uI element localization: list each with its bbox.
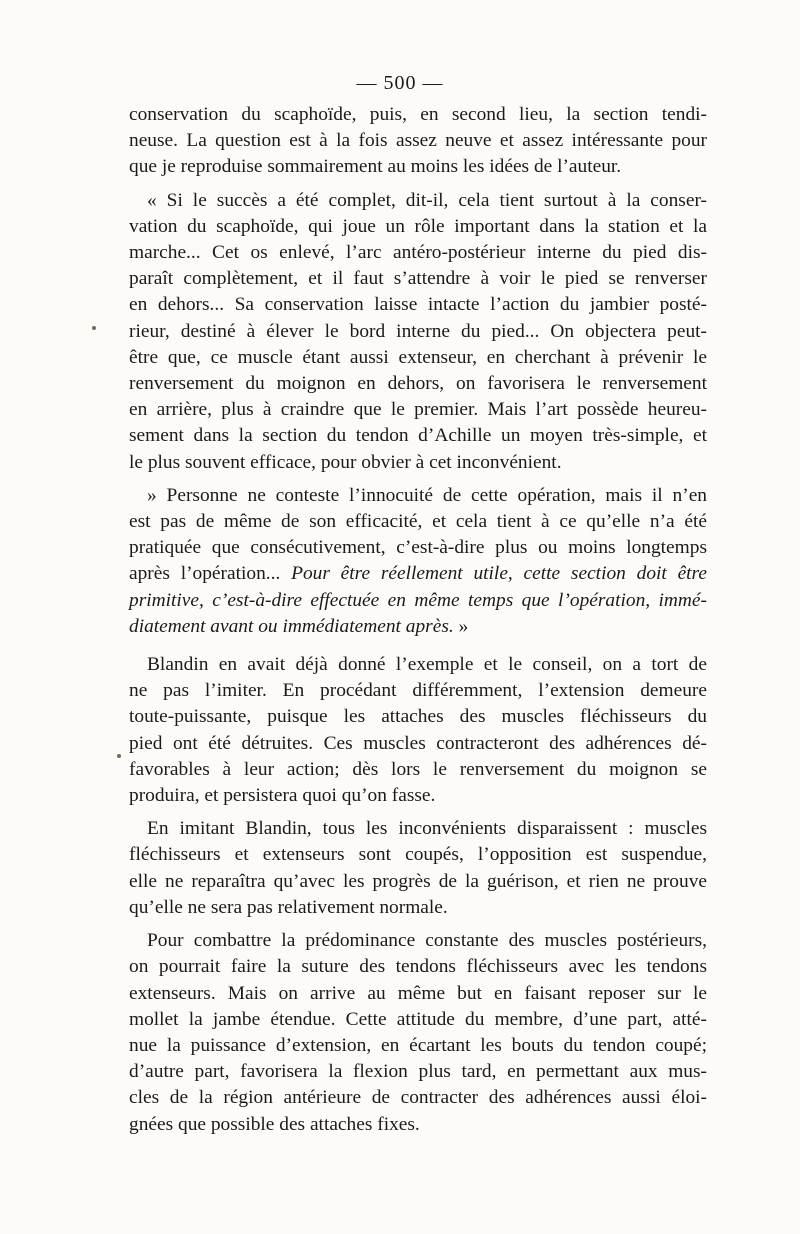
text-line: En imitant Blandin, tous les inconvénients disparaissent : muscles: [147, 818, 707, 840]
text-line: rieur, destiné à élever le bord interne du pied... On objectera peut-: [129, 320, 707, 342]
text-line: Blandin en avait déjà donné l’exemple et le conseil, on a tort de: [147, 654, 707, 676]
text-line: sement dans la section du tendon d’Achille un moyen très-simple, et: [129, 425, 707, 447]
text-line: « Si le succès a été complet, dit-il, cela tient surtout à la conser-: [147, 189, 707, 211]
paragraph-6: [129, 928, 707, 1138]
page-number: — 500 —: [356, 72, 444, 94]
text-line: qu’elle ne sera pas relativement normale.: [129, 896, 448, 918]
mixed-text-line: [129, 561, 707, 587]
margin-speck: [92, 326, 96, 330]
text-line: extenseurs. Mais on arrive au même but en faisant reposer sur le: [129, 982, 707, 1004]
closing-quote: »: [453, 615, 469, 637]
text-line: favorables à leur action; dès lors le renversement du moignon se: [129, 758, 707, 780]
text-line: elle ne reparaîtra qu’avec les progrès de la guérison, et rien ne prouve: [129, 870, 707, 892]
paragraph-3: [129, 483, 707, 640]
text-line: toute-puissante, puisque les attaches des muscles fléchisseurs du: [129, 706, 707, 728]
body-text: [129, 102, 707, 1138]
text-line: conservation du scaphoïde, puis, en second lieu, la section tendi-: [129, 104, 707, 125]
text-line: on pourrait faire la suture des tendons fléchisseurs avec les tendons: [129, 956, 707, 978]
paragraph-4: [129, 652, 707, 809]
text-line: est pas de même de son efficacité, et cela tient à ce qu’elle n’a été: [129, 511, 707, 533]
text-line: marche... Cet os enlevé, l’arc antéro-postérieur interne du pied dis-: [129, 242, 707, 264]
text-line: Pour combattre la prédominance constante des muscles postérieurs,: [147, 930, 707, 952]
roman-text: après l’opération...: [129, 563, 292, 585]
paragraph-1: [129, 102, 707, 181]
text-line: vation du scaphoïde, qui joue un rôle important dans la station et la: [129, 215, 707, 237]
text-line: fléchisseurs et extenseurs sont coupés, l’opposition est suspendue,: [129, 844, 707, 866]
margin-speck: [117, 754, 121, 758]
text-line: que je reproduise sommairement au moins les idées de l’auteur.: [129, 156, 622, 178]
italic-text: Pour être réellement utile, cette section doit être: [291, 563, 707, 585]
text-line: gnées que possible des attaches fixes.: [129, 1113, 420, 1135]
text-line: pied ont été détruites. Ces muscles contracteront des adhérences dé-: [129, 732, 707, 754]
text-line: nue la puissance d’extension, en écartant les bouts du tendon coupé;: [129, 1034, 707, 1056]
text-line: le plus souvent efficace, pour obvier à cet inconvénient.: [129, 451, 562, 473]
text-line: renversement du moignon en dehors, on favorisera le renversement: [129, 373, 707, 395]
text-line: ne pas l’imiter. En procédant différemment, l’extension demeure: [129, 680, 707, 702]
text-line: mollet la jambe étendue. Cette attitude du membre, d’une part, atté-: [129, 1008, 707, 1030]
text-line: paraît complètement, et il faut s’attendre à voir le pied se renverser: [129, 268, 707, 290]
paragraph-5: [129, 816, 707, 921]
text-line: d’autre part, favorisera la flexion plus tard, en permettant aux mus-: [129, 1061, 707, 1083]
paragraph-2: [129, 188, 707, 476]
text-line: pratiquée que consécutivement, c’est-à-dire plus ou moins longtemps: [129, 537, 707, 559]
italic-text: diatement avant ou immédiatement après.: [129, 615, 454, 637]
text-line: produira, et persistera quoi qu’on fasse.: [129, 785, 436, 807]
text-line: en arrière, plus à craindre que le premier. Mais l’art possède heureu-: [129, 399, 707, 421]
text-line: cles de la région antérieure de contracter des adhérences aussi éloi-: [129, 1087, 707, 1109]
text-line: être que, ce muscle étant aussi extenseur, en cherchant à prévenir le: [129, 346, 707, 368]
text-line: » Personne ne conteste l’innocuité de cette opération, mais il n’en: [147, 484, 707, 506]
italic-text-line: primitive, c’est-à-dire effectuée en même temps que l’opération, immé-: [129, 589, 707, 611]
mixed-text-line: [129, 614, 707, 640]
text-line: en dehors... Sa conservation laisse intacte l’action du jambier posté-: [129, 294, 707, 316]
text-line: neuse. La question est à la fois assez neuve et assez intéressante pour: [129, 130, 707, 152]
